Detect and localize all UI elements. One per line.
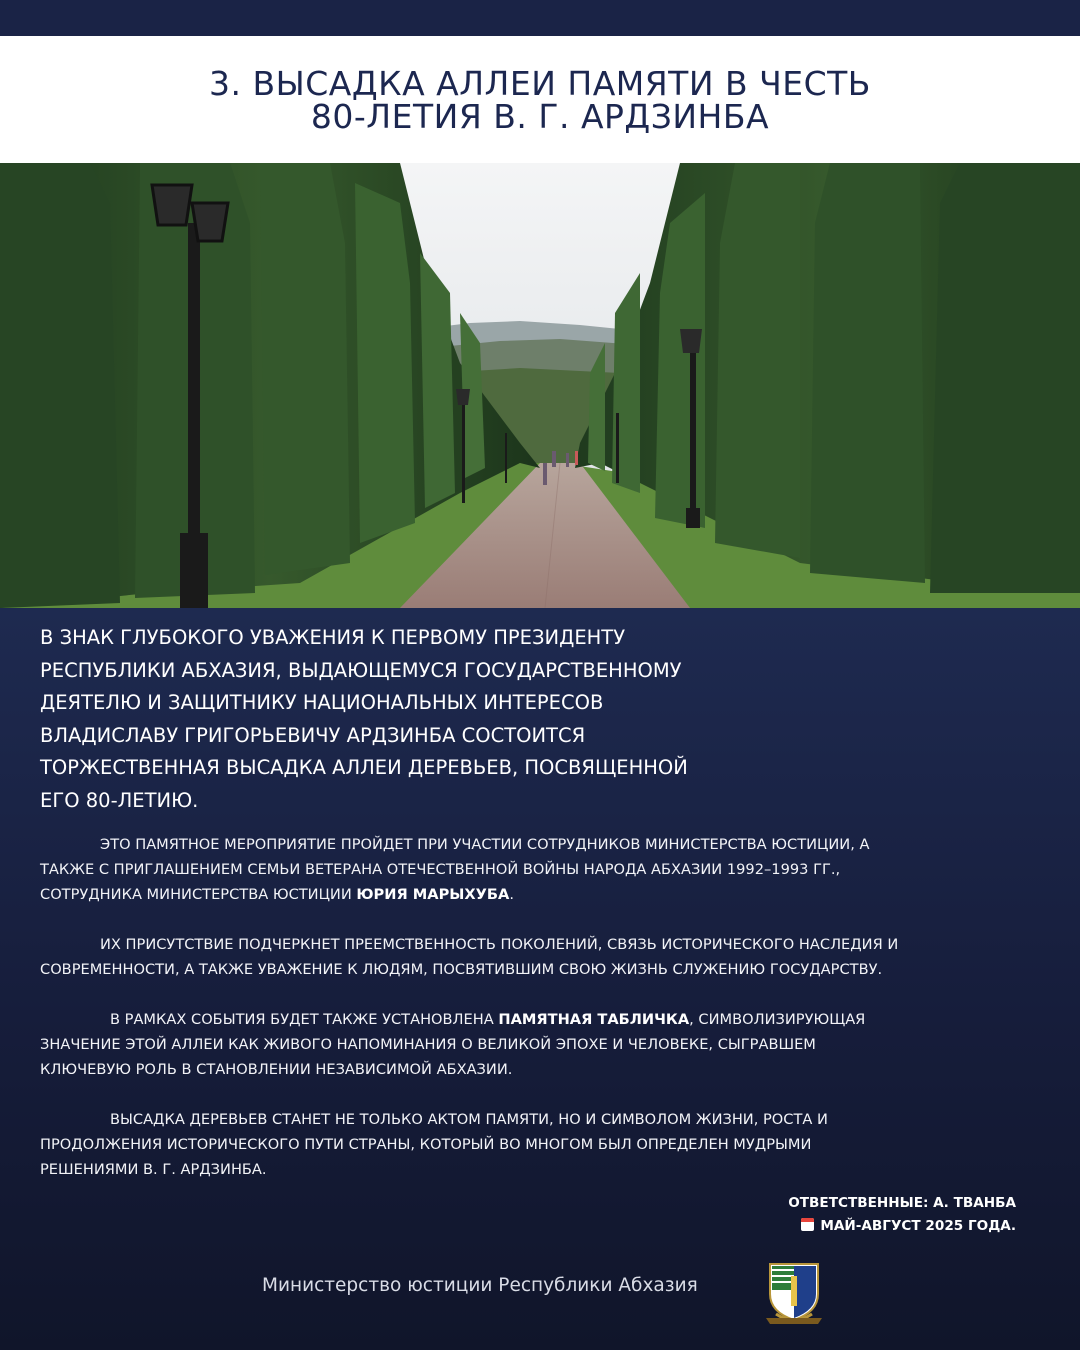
- paragraph-line: [40, 882, 1075, 907]
- lead-line: ДЕЯТЕЛЮ И ЗАЩИТНИКУ НАЦИОНАЛЬНЫХ ИНТЕРЕСОВ: [40, 691, 604, 714]
- responsible-person: ОТВЕТСТВЕННЫЕ: А. ТВАНБА: [788, 1195, 1016, 1211]
- ministry-emblem-icon: [762, 1260, 826, 1328]
- lead-line: ВЛАДИСЛАВУ ГРИГОРЬЕВИЧУ АРДЗИНБА СОСТОИТСЯ: [40, 723, 586, 747]
- lead-line: В ЗНАК ГЛУБОКОГО УВАЖЕНИЯ К ПЕРВОМУ ПРЕЗИДЕНТУ: [40, 626, 626, 649]
- paragraph-line: ВЫСАДКА ДЕРЕВЬЕВ СТАНЕТ НЕ ТОЛЬКО АКТОМ ПАМЯТИ, НО И СИМВОЛОМ ЖИЗНИ, РОСТА И: [110, 1111, 828, 1128]
- ministry-name: Министерство юстиции Республики Абхазия: [262, 1275, 698, 1296]
- paragraph-line: КЛЮЧЕВУЮ РОЛЬ В СТАНОВЛЕНИИ НЕЗАВИСИМОЙ АБХАЗИИ.: [40, 1061, 513, 1078]
- page-title-line-1: 3. ВЫСАДКА АЛЛЕИ ПАМЯТИ В ЧЕСТЬ: [209, 63, 871, 103]
- paragraph-plaque: [40, 1007, 1075, 1082]
- highlight-plaque: ПАМЯТНАЯ ТАБЛИЧКА: [498, 1011, 690, 1028]
- paragraph-line: РЕШЕНИЯМИ В. Г. АРДЗИНБА.: [40, 1161, 267, 1178]
- paragraph-line: ИХ ПРИСУТСТВИЕ ПОДЧЕРКНЕТ ПРЕЕМСТВЕННОСТЬ ПОКОЛЕНИЙ, СВЯЗЬ ИСТОРИЧЕСКОГО НАСЛЕДИЯ И: [100, 936, 899, 953]
- paragraph-line: ПРОДОЛЖЕНИЯ ИСТОРИЧЕСКОГО ПУТИ СТРАНЫ, КОТОРЫЙ ВО МНОГОМ БЫЛ ОПРЕДЕЛЕН МУДРЫМИ: [40, 1136, 812, 1153]
- content-panel: [0, 608, 1080, 1350]
- paragraph-continuity: [40, 932, 1075, 982]
- paragraph-symbol: [40, 1107, 1075, 1182]
- text-segment: .: [509, 886, 514, 903]
- top-bar: [0, 0, 1080, 36]
- text-segment: СОТРУДНИКА МИНИСТЕРСТВА ЮСТИЦИИ: [40, 886, 357, 903]
- alley-photo: [0, 163, 1080, 608]
- lead-line: ТОРЖЕСТВЕННАЯ ВЫСАДКА АЛЛЕИ ДЕРЕВЬЕВ, ПОСВЯЩЕННОЙ: [40, 756, 688, 779]
- title-panel: [0, 36, 1080, 163]
- period-text: МАЙ-АВГУСТ 2025 ГОДА.: [820, 1218, 1016, 1234]
- text-segment: В РАМКАХ СОБЫТИЯ БУДЕТ ТАКЖЕ УСТАНОВЛЕНА: [110, 1011, 499, 1028]
- paragraph-line: СОВРЕМЕННОСТИ, А ТАКЖЕ УВАЖЕНИЕ К ЛЮДЯМ, ПОСВЯТИВШИМ СВОЮ ЖИЗНЬ СЛУЖЕНИЮ ГОСУДАРСТВУ.: [40, 961, 883, 978]
- lead-text: [40, 622, 840, 817]
- paragraph-line: ТАКЖЕ С ПРИГЛАШЕНИЕМ СЕМЬИ ВЕТЕРАНА ОТЕЧЕСТВЕННОЙ ВОЙНЫ НАРОДА АБХАЗИИ 1992–1993 ГГ.,: [40, 861, 841, 878]
- paragraph-line: [40, 1007, 1075, 1032]
- lead-line: ЕГО 80-ЛЕТИЮ.: [40, 788, 199, 812]
- paragraph-line: ЭТО ПАМЯТНОЕ МЕРОПРИЯТИЕ ПРОЙДЕТ ПРИ УЧАСТИИ СОТРУДНИКОВ МИНИСТЕРСТВА ЮСТИЦИИ, А: [100, 836, 870, 853]
- responsible-block: [788, 1192, 1016, 1238]
- highlight-name: ЮРИЯ МАРЫХУБА: [356, 886, 510, 903]
- calendar-icon: [801, 1218, 814, 1231]
- page-title-line-2: 80-ЛЕТИЯ В. Г. АРДЗИНБА: [310, 96, 770, 136]
- lead-line: РЕСПУБЛИКИ АБХАЗИЯ, ВЫДАЮЩЕМУСЯ ГОСУДАРСТВЕННОМУ: [40, 658, 682, 682]
- paragraph-line: ЗНАЧЕНИЕ ЭТОЙ АЛЛЕИ КАК ЖИВОГО НАПОМИНАНИЯ О ВЕЛИКОЙ ЭПОХЕ И ЧЕЛОВЕКЕ, СЫГРАВШЕМ: [40, 1036, 816, 1053]
- text-segment: , СИМВОЛИЗИРУЮЩАЯ: [689, 1011, 866, 1028]
- paragraph-participants: [40, 832, 1075, 907]
- period-line: [788, 1215, 1016, 1238]
